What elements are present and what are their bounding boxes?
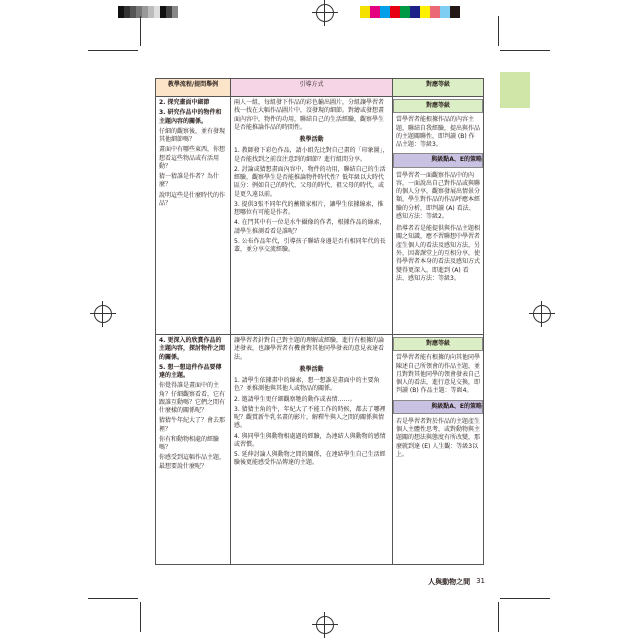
activity-item: 2. 討論或猜想畫面內容中，物件的功用，聯結自己的生活經驗，觀察學生是否能推論物件時代性？低年級以大時代區分：例如自己的時代、父母的時代、祖父母的時代，或是更久遠以前。 bbox=[234, 165, 386, 198]
level-cell bbox=[393, 335, 484, 565]
level-header: 對應等級 bbox=[393, 99, 483, 113]
step-text: 2. 探究畫面中細節 bbox=[159, 99, 210, 106]
activity-item: 2. 邀請學生更仔細觀察牠的動作或表情……。 bbox=[234, 395, 356, 403]
registration-mark-top bbox=[316, 4, 334, 22]
level-text: 當學習者能根據作品的內容主題，聯結自我經驗，提出與作品的主題關聯性，即判讀 (B) 作品主題：等級3。 bbox=[396, 116, 481, 149]
strategy-tag: 與級點A、E的策略 bbox=[393, 400, 483, 414]
table-header-row bbox=[156, 79, 484, 97]
question-text: 你感受到這幅作品主題，最想要說什麼呢？ bbox=[159, 454, 226, 470]
level-text: 當學習者一面觀察作品中的內容，一面說出自己對作品或與聯的個人分享，觀察發展出情景分類，學生對作品的作品呼應本經驗的分析，即判讀 (A) 看法、感知方法：等級2。 bbox=[396, 171, 481, 220]
activity-item: 5. 延伸討論人與動物之間的關係，在連結學生自己生活經驗後更能感受作品傳達的主題。 bbox=[234, 451, 386, 467]
header-level: 對應等級 bbox=[393, 79, 484, 97]
level-cell bbox=[393, 97, 484, 335]
question-text: 仔細的觀察後，並有發現其他細節嗎？ bbox=[159, 127, 226, 144]
strategy-tag: 與級點A、E的策略 bbox=[393, 153, 483, 167]
question-text: 說明這些是什麼時代的作品？ bbox=[159, 191, 226, 207]
step-text: 5. 想一想這件作品要傳達的主題。 bbox=[159, 363, 222, 380]
page-number: 31 bbox=[476, 577, 485, 585]
guidance-intro: 兩人一組，每組發下作品的彩色輸出圖片，分組讓學習者找一找在大幅作品圖片中，沒發現的細節。對繪或發想畫面內容中，物件的功用，聯結自己的生活經驗，觀察學生是否能推論作品的時間性。 bbox=[234, 99, 385, 131]
activity-item: 1. 請學生依據畫中的線索，想一想誰是畫面中的主要角色？並推測他與其他人或物品的關係。 bbox=[234, 377, 380, 393]
teaching-flow-cell bbox=[156, 335, 231, 565]
activity-item: 5. 公布作品年代，引導孩子聯結身邊是否有相同年代的長輩，並分享交流經驗。 bbox=[234, 237, 386, 254]
guidance-cell bbox=[231, 97, 393, 335]
guidance-cell bbox=[231, 335, 393, 565]
question-text: 畫面中有哪些東西，你想想看這些物品或有活用動？ bbox=[159, 146, 226, 170]
level-text: 當學習者能有根據的向其他同學陳述自己所領會的作品主題，並且對對其他同學的領會發表自己個人的看法，進行意見交換，即判讀 (B) 作品主題：等級4。 bbox=[396, 354, 481, 395]
step-text: 3. 研究作品中的物件和主題內容的關係。 bbox=[159, 109, 222, 125]
table-row bbox=[156, 335, 484, 565]
activity-item: 4. 與同學生與動物相處過的經驗，為連結人與動物的感情或習慣。 bbox=[234, 432, 386, 448]
teaching-flow-cell bbox=[156, 97, 231, 335]
activity-item: 3. 提供3張不同年代的蓄衛家相片，讓學生依據線索，推想哪位有可能是作者。 bbox=[234, 200, 384, 217]
question-text: 你覺得誰是畫面中的主角？仔細觀察看看，它有跟誰互動嗎？它們之間有什麼樣的關係呢？ bbox=[159, 382, 226, 415]
step-text: 4. 更深入的欣賞作品的主題內容，探討物件之間的關係。 bbox=[159, 337, 226, 361]
registration-mark-right bbox=[533, 305, 551, 323]
level-text: 若是學習者對於作品的主題產生個人主體性思考，或對動物與主題關的想法與態度有所改變，那麼就到達 (E) 人生觀：等級3以上。 bbox=[396, 417, 481, 458]
chapter-side-tab bbox=[500, 72, 530, 108]
activity-title: 教學活動 bbox=[299, 136, 324, 144]
registration-mark-bottom bbox=[316, 616, 334, 634]
book-title: 人與動物之間 bbox=[428, 578, 471, 586]
lesson-table bbox=[155, 78, 484, 565]
header-teaching-flow: 教學流程/提問舉例 bbox=[156, 79, 231, 97]
level-text: 指導者若是能提供與作品主題相關之知識，應不習聯想中學習者產生個人的看法及感知方法，另外，因著課堂上的互相分享，使得學習者本身的看法及感知方式變得更深入，即進到 (A) 看法、感知方法：等級3。 bbox=[396, 225, 481, 282]
activity-item: 3. 猜猜主角的牛，年紀大了不能工作的時候，都去了哪裡呢？觀賞新牛乳名畫的影片，解釋牛與人之間的關係與情感。 bbox=[234, 405, 386, 430]
color-calibration-bar bbox=[360, 6, 460, 18]
page-footer bbox=[428, 577, 485, 587]
header-guidance: 引導方式 bbox=[231, 79, 393, 97]
grayscale-bar bbox=[118, 6, 178, 18]
question-text: 猜猜牛年紀大了？會去那裡？ bbox=[159, 417, 226, 433]
activity-title: 教學活動 bbox=[299, 365, 324, 373]
table-row bbox=[156, 97, 484, 335]
registration-mark-left bbox=[94, 305, 112, 323]
activity-item: 1. 教師發下彩色作品，請小組先比對自己畫的「印象圖」，是否能找到之前沒注意到的細節？進行組間分享。 bbox=[234, 147, 389, 163]
question-text: 你有和動物相處的經驗嗎？ bbox=[159, 435, 220, 452]
guidance-intro: 讓學習者針對自己對主題的理解或經驗，進行有根據的論述發表，也讓學習者有機會對其他同學發表的意見表達看法。 bbox=[234, 337, 385, 361]
level-header: 對應等級 bbox=[393, 337, 483, 351]
question-text: 猜一猜誰是作者？為什麼？ bbox=[159, 173, 220, 189]
activity-item: 4. 在門其中有一位是水牛攝像的作者，根據作品的線索，請學生推測看看是誰呢？ bbox=[234, 219, 386, 235]
